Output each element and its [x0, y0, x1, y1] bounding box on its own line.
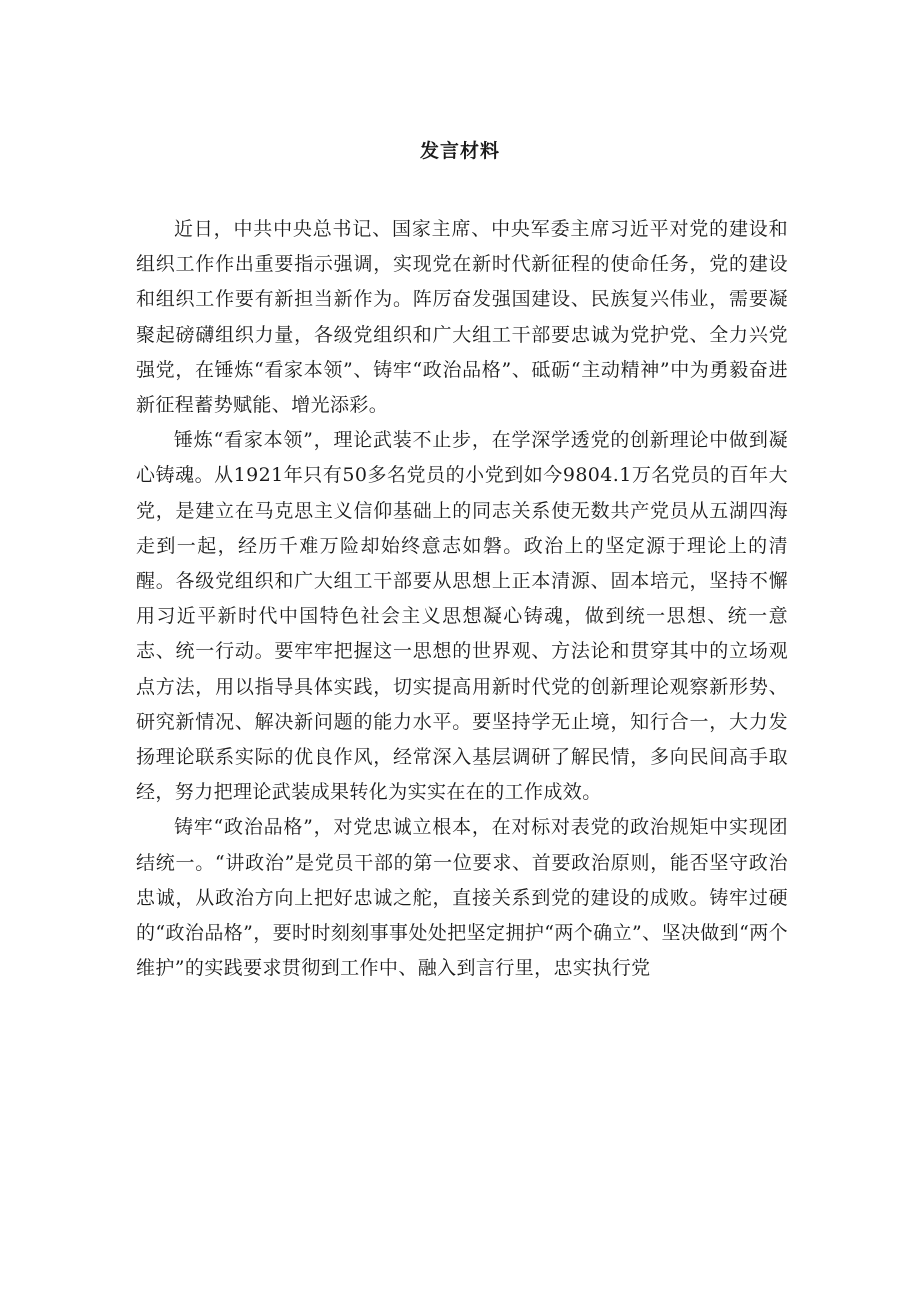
document-title: 发言材料	[419, 140, 500, 162]
document-body	[136, 212, 788, 986]
paragraph-politics: 铸牢“政治品格”，对党忠诚立根本，在对标对表党的政治规矩中实现团结统一。“讲政治”是党员干部的第一位要求、首要政治原则，能否坚守政治忠诚，从政治方向上把好忠诚之舵，直接关系到党的建设的成败。铸牢过硬的“政治品格”，要时时刻刻事事处处把坚定拥护“两个确立”、坚决做到“两个维护”的实践要求贯彻到工作中、融入到言行里，忠实执行党	[136, 816, 788, 980]
paragraph-intro: 近日，中共中央总书记、国家主席、中央军委主席习近平对党的建设和组织工作作出重要指示强调，实现党在新时代新征程的使命任务，党的建设和组织工作要有新担当新作为。阵厉奋发强国建设、民族复兴伟业，需要凝聚起磅礴组织力量，各级党组织和广大组工干部要忠诚为党护党、全力兴党强党，在锤炼“看家本领”、铸牢“政治品格”、砥砺“主动精神”中为勇毅奋进新征程蓄势赋能、增光添彩。	[136, 218, 788, 417]
paragraph-theory: 锤炼“看家本领”，理论武装不止步，在学深学透党的创新理论中做到凝心铸魂。从1921年只有50多名党员的小党到如今9804.1万名党员的百年大党，是建立在马克思主义信仰基础上的同志关系使无数共产党员从五湖四海走到一起，经历千难万险却始终意志如磐。政治上的坚定源于理论上的清醒。各级党组织和广大组工干部要从思想上正本清源、固本培元，坚持不懈用习近平新时代中国特色社会主义思想凝心铸魂，做到统一思想、统一意志、统一行动。要牢牢把握这一思想的世界观、方法论和贯穿其中的立场观点方法，用以指导具体实践，切实提高用新时代党的创新理论观察新形势、研究新情况、解决新问题的能力水平。要坚持学无止境，知行合一，大力发扬理论联系实际的优良作风，经常深入基层调研了解民情，多向民间高手取经，努力把理论武装成果转化为实实在在的工作成效。	[136, 429, 788, 804]
